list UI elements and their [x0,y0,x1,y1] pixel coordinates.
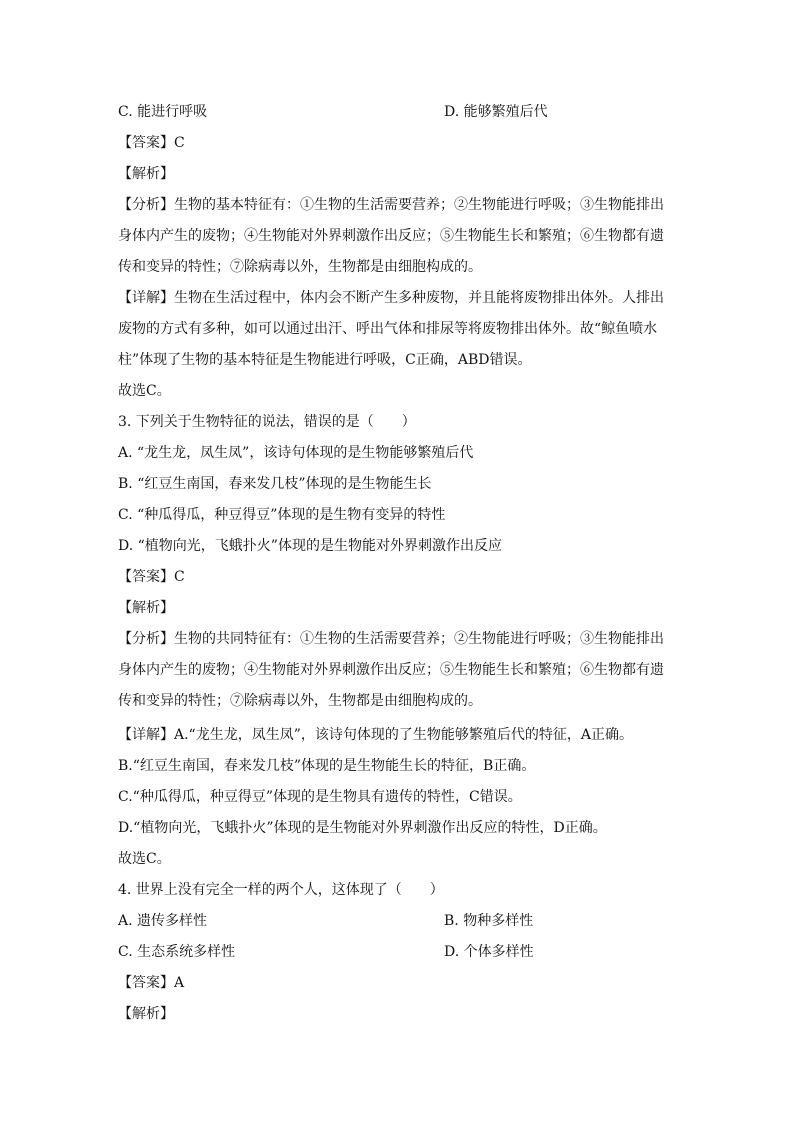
analysis-label: 【解析】 [118,166,174,182]
analysis-text-line: 【分析】生物的共同特征有：①生物的生活需要营养；②生物能进行呼吸；③生物能排出 [118,631,664,647]
option-a: A. 遗传多样性 [118,913,208,929]
question-3: 3. 下列关于生物特征的说法，错误的是（ ） [118,414,416,430]
analysis-text-line: 传和变异的特性；⑦除病毒以外，生物都是由细胞构成的。 [118,693,482,709]
question-4: 4. 世界上没有完全一样的两个人，这体现了（ ） [118,882,444,898]
detail-text-line: 【详解】A.“龙生龙，凤生凤”，该诗句体现的了生物能够繁殖后代的特征，A正确。 [118,727,633,743]
option-d: D. 能够繁殖后代 [444,104,548,120]
analysis-text-line: 身体内产生的废物；④生物能对外界刺激作出反应；⑤生物能生长和繁殖；⑥生物都有遗 [118,662,664,678]
analysis-text-line: 身体内产生的废物；④生物能对外界刺激作出反应；⑤生物能生长和繁殖；⑥生物都有遗 [118,228,664,244]
option-b: B. 物种多样性 [444,913,534,929]
detail-text-line: 【详解】生物在生活过程中，体内会不断产生多种废物，并且能将废物排出体外。人排出 [118,290,664,306]
detail-text-line: C.“种瓜得瓜，种豆得豆”体现的是生物具有遗传的特性，C错误。 [118,789,522,805]
analysis-label: 【解析】 [118,1006,174,1022]
analysis-text-line: 【分析】生物的基本特征有：①生物的生活需要营养；②生物能进行呼吸；③生物能排出 [118,197,664,213]
answer-label: 【答案】C [118,569,185,585]
option-d: D. 个体多样性 [444,944,534,960]
detail-text-line: 柱”体现了生物的基本特征是生物能进行呼吸，C正确，ABD错误。 [118,352,532,368]
option-c: C. 能进行呼吸 [118,104,208,120]
option-c: C. 生态系统多样性 [118,944,236,960]
option-d: D. “植物向光，飞蛾扑火”体现的是生物能对外界刺激作出反应 [118,538,502,554]
option-b: B. “红豆生南国，春来发几枝”体现的是生物能生长 [118,476,432,492]
answer-label: 【答案】A [118,975,185,991]
option-a: A. “龙生龙，凤生凤”，该诗句体现的是生物能够繁殖后代 [118,445,474,461]
conclusion: 故选C。 [118,383,171,399]
answer-label: 【答案】C [118,135,185,151]
detail-text-line: D.“植物向光，飞蛾扑火”体现的是生物能对外界刺激作出反应的特性，D正确。 [118,820,607,836]
option-c: C. “种瓜得瓜，种豆得豆”体现的是生物有变异的特性 [118,507,446,523]
analysis-text-line: 传和变异的特性；⑦除病毒以外，生物都是由细胞构成的。 [118,259,482,275]
detail-text-line: B.“红豆生南国，春来发几枝”体现的是生物能生长的特征，B正确。 [118,758,536,774]
conclusion: 故选C。 [118,851,171,867]
detail-text-line: 废物的方式有多种，如可以通过出汗、呼出气体和排尿等将废物排出体外。故“鲸鱼喷水 [118,321,658,337]
analysis-label: 【解析】 [118,600,174,616]
